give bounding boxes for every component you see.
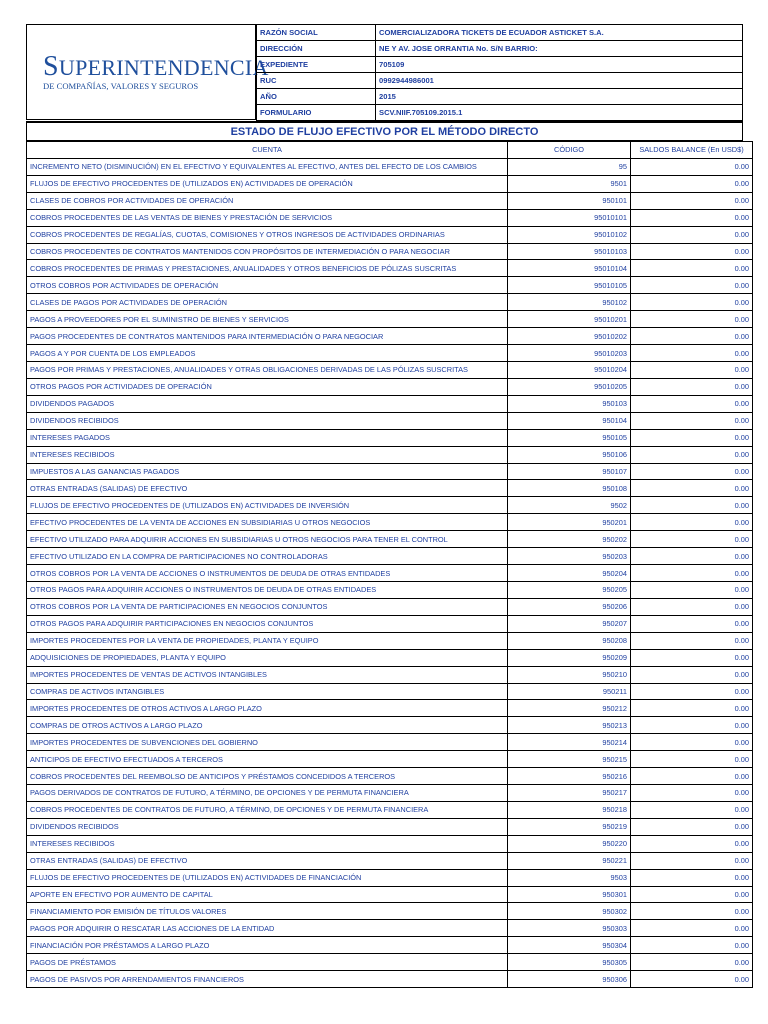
- balance-cell: 0.00: [631, 869, 753, 886]
- account-code-cell: 9501: [508, 175, 631, 192]
- account-name-cell: INTERESES RECIBIDOS: [27, 835, 508, 852]
- account-code-cell: 950214: [508, 734, 631, 751]
- account-code-cell: 95010202: [508, 328, 631, 345]
- account-code-cell: 950105: [508, 429, 631, 446]
- account-name-cell: OTROS COBROS POR LA VENTA DE ACCIONES O INSTRUMENTOS DE DEUDA DE OTRAS ENTIDADES: [27, 565, 508, 582]
- balance-cell: 0.00: [631, 395, 753, 412]
- table-row: [27, 785, 753, 802]
- balance-cell: 0.00: [631, 294, 753, 311]
- table-row: [27, 328, 753, 345]
- balance-cell: 0.00: [631, 852, 753, 869]
- info-label: EXPEDIENTE: [257, 57, 376, 73]
- account-code-cell: 950205: [508, 581, 631, 598]
- document-page: [26, 24, 749, 988]
- table-row: [27, 412, 753, 429]
- account-name-cell: CLASES DE COBROS POR ACTIVIDADES DE OPERACIÓN: [27, 192, 508, 209]
- account-code-cell: 950201: [508, 514, 631, 531]
- account-name-cell: COBROS PROCEDENTES DE PRIMAS Y PRESTACIONES, ANUALIDADES Y OTROS BENEFICIOS DE PÓLIZAS SUSCRITAS: [27, 260, 508, 277]
- info-label: FORMULARIO: [257, 105, 376, 121]
- balance-cell: 0.00: [631, 700, 753, 717]
- balance-cell: 0.00: [631, 277, 753, 294]
- balance-cell: 0.00: [631, 734, 753, 751]
- account-name-cell: CLASES DE PAGOS POR ACTIVIDADES DE OPERACIÓN: [27, 294, 508, 311]
- account-name-cell: EFECTIVO UTILIZADO EN LA COMPRA DE PARTICIPACIONES NO CONTROLADORAS: [27, 548, 508, 565]
- balance-cell: 0.00: [631, 971, 753, 988]
- account-code-cell: 950301: [508, 886, 631, 903]
- account-name-cell: FLUJOS DE EFECTIVO PROCEDENTES DE (UTILIZADOS EN) ACTIVIDADES DE FINANCIACIÓN: [27, 869, 508, 886]
- company-info-table: [256, 24, 743, 121]
- account-code-cell: 950215: [508, 751, 631, 768]
- table-row: [27, 886, 753, 903]
- balance-cell: 0.00: [631, 768, 753, 785]
- account-code-cell: 950212: [508, 700, 631, 717]
- table-row: [27, 548, 753, 565]
- account-code-cell: 95010205: [508, 378, 631, 395]
- account-name-cell: DIVIDENDOS PAGADOS: [27, 395, 508, 412]
- account-code-cell: 950304: [508, 937, 631, 954]
- account-name-cell: OTRAS ENTRADAS (SALIDAS) DE EFECTIVO: [27, 480, 508, 497]
- table-row: [27, 903, 753, 920]
- table-row: [27, 429, 753, 446]
- table-row: [27, 497, 753, 514]
- table-row: [27, 395, 753, 412]
- table-row: [27, 734, 753, 751]
- account-code-cell: 950206: [508, 598, 631, 615]
- account-name-cell: COBROS PROCEDENTES DE CONTRATOS MANTENIDOS CON PROPÓSITOS DE INTERMEDIACIÓN O PARA NEGOCIAR: [27, 243, 508, 260]
- account-name-cell: COBROS PROCEDENTES DE LAS VENTAS DE BIENES Y PRESTACIÓN DE SERVICIOS: [27, 209, 508, 226]
- balance-cell: 0.00: [631, 937, 753, 954]
- balance-cell: 0.00: [631, 175, 753, 192]
- table-row: [27, 869, 753, 886]
- account-code-cell: 950305: [508, 954, 631, 971]
- account-name-cell: COMPRAS DE OTROS ACTIVOS A LARGO PLAZO: [27, 717, 508, 734]
- info-label: AÑO: [257, 89, 376, 105]
- balance-cell: 0.00: [631, 649, 753, 666]
- account-name-cell: OTROS COBROS POR LA VENTA DE PARTICIPACIONES EN NEGOCIOS CONJUNTOS: [27, 598, 508, 615]
- balance-cell: 0.00: [631, 328, 753, 345]
- table-row: [27, 226, 753, 243]
- balance-cell: 0.00: [631, 209, 753, 226]
- table-row: [27, 158, 753, 175]
- account-code-cell: 95: [508, 158, 631, 175]
- account-name-cell: EFECTIVO UTILIZADO PARA ADQUIRIR ACCIONES EN SUBSIDIARIAS U OTROS NEGOCIOS PARA TENER EL CONTROL: [27, 531, 508, 548]
- info-label: RUC: [257, 73, 376, 89]
- balance-cell: 0.00: [631, 158, 753, 175]
- account-name-cell: FINANCIAMIENTO POR EMISIÓN DE TÍTULOS VALORES: [27, 903, 508, 920]
- balance-cell: 0.00: [631, 903, 753, 920]
- table-row: [27, 683, 753, 700]
- table-row: [27, 581, 753, 598]
- balance-cell: 0.00: [631, 429, 753, 446]
- account-code-cell: 950218: [508, 801, 631, 818]
- balance-cell: 0.00: [631, 717, 753, 734]
- info-value: NE Y AV. JOSE ORRANTIA No. S/N BARRIO:: [376, 41, 743, 57]
- account-name-cell: DIVIDENDOS RECIBIDOS: [27, 412, 508, 429]
- table-row: [27, 565, 753, 582]
- account-code-cell: 950104: [508, 412, 631, 429]
- table-row: [27, 361, 753, 378]
- account-code-cell: 950211: [508, 683, 631, 700]
- account-name-cell: COBROS PROCEDENTES DE REGALÍAS, CUOTAS, COMISIONES Y OTROS INGRESOS DE ACTIVIDADES ORDINARIAS: [27, 226, 508, 243]
- table-row: [27, 446, 753, 463]
- logo-title-initial: S: [43, 51, 59, 83]
- account-code-cell: 95010203: [508, 345, 631, 362]
- account-name-cell: IMPUESTOS A LAS GANANCIAS PAGADOS: [27, 463, 508, 480]
- account-name-cell: APORTE EN EFECTIVO POR AUMENTO DE CAPITAL: [27, 886, 508, 903]
- balance-cell: 0.00: [631, 683, 753, 700]
- info-row: [257, 57, 743, 73]
- table-header-row: [27, 142, 753, 159]
- logo-title: [43, 53, 269, 81]
- account-code-cell: 950221: [508, 852, 631, 869]
- account-code-cell: 950208: [508, 632, 631, 649]
- balance-cell: 0.00: [631, 192, 753, 209]
- account-code-cell: 950101: [508, 192, 631, 209]
- account-name-cell: OTROS COBROS POR ACTIVIDADES DE OPERACIÓN: [27, 277, 508, 294]
- account-name-cell: PAGOS DE PRÉSTAMOS: [27, 954, 508, 971]
- account-code-cell: 950302: [508, 903, 631, 920]
- account-name-cell: INCREMENTO NETO (DISMINUCIÓN) EN EL EFECTIVO Y EQUIVALENTES AL EFECTIVO, ANTES DEL EFECTO DE LOS CAMBIOS: [27, 158, 508, 175]
- table-row: [27, 920, 753, 937]
- table-row: [27, 954, 753, 971]
- table-row: [27, 260, 753, 277]
- info-value: SCV.NIIF.705109.2015.1: [376, 105, 743, 121]
- balance-cell: 0.00: [631, 920, 753, 937]
- table-row: [27, 209, 753, 226]
- balance-cell: 0.00: [631, 615, 753, 632]
- column-header-codigo: CÓDIGO: [508, 142, 631, 159]
- balance-cell: 0.00: [631, 581, 753, 598]
- balance-cell: 0.00: [631, 446, 753, 463]
- table-row: [27, 378, 753, 395]
- account-name-cell: OTROS PAGOS PARA ADQUIRIR PARTICIPACIONES EN NEGOCIOS CONJUNTOS: [27, 615, 508, 632]
- table-row: [27, 531, 753, 548]
- account-code-cell: 95010102: [508, 226, 631, 243]
- account-name-cell: FLUJOS DE EFECTIVO PROCEDENTES DE (UTILIZADOS EN) ACTIVIDADES DE INVERSIÓN: [27, 497, 508, 514]
- table-row: [27, 345, 753, 362]
- account-name-cell: OTROS PAGOS POR ACTIVIDADES DE OPERACIÓN: [27, 378, 508, 395]
- account-code-cell: 950102: [508, 294, 631, 311]
- account-name-cell: EFECTIVO PROCEDENTES DE LA VENTA DE ACCIONES EN SUBSIDIARIAS U OTROS NEGOCIOS: [27, 514, 508, 531]
- account-name-cell: PAGOS A PROVEEDORES POR EL SUMINISTRO DE BIENES Y SERVICIOS: [27, 311, 508, 328]
- account-name-cell: IMPORTES PROCEDENTES DE SUBVENCIONES DEL GOBIERNO: [27, 734, 508, 751]
- column-header-cuenta: CUENTA: [27, 142, 508, 159]
- account-code-cell: 950209: [508, 649, 631, 666]
- account-code-cell: 950210: [508, 666, 631, 683]
- balance-cell: 0.00: [631, 345, 753, 362]
- account-name-cell: PAGOS PROCEDENTES DE CONTRATOS MANTENIDOS PARA INTERMEDIACIÓN O PARA NEGOCIAR: [27, 328, 508, 345]
- account-code-cell: 950106: [508, 446, 631, 463]
- balance-cell: 0.00: [631, 480, 753, 497]
- table-row: [27, 277, 753, 294]
- table-row: [27, 818, 753, 835]
- table-row: [27, 615, 753, 632]
- info-value: COMERCIALIZADORA TICKETS DE ECUADOR ASTICKET S.A.: [376, 25, 743, 41]
- account-name-cell: COBROS PROCEDENTES DEL REEMBOLSO DE ANTICIPOS Y PRÉSTAMOS CONCEDIDOS A TERCEROS: [27, 768, 508, 785]
- account-code-cell: 950204: [508, 565, 631, 582]
- balance-cell: 0.00: [631, 565, 753, 582]
- balance-cell: 0.00: [631, 311, 753, 328]
- account-name-cell: INTERESES RECIBIDOS: [27, 446, 508, 463]
- cash-flow-table: [26, 141, 753, 988]
- info-row: [257, 73, 743, 89]
- balance-cell: 0.00: [631, 243, 753, 260]
- account-name-cell: COBROS PROCEDENTES DE CONTRATOS DE FUTURO, A TÉRMINO, DE OPCIONES Y DE PERMUTA FINANCIERA: [27, 801, 508, 818]
- table-row: [27, 192, 753, 209]
- table-row: [27, 311, 753, 328]
- table-row: [27, 480, 753, 497]
- account-code-cell: 950306: [508, 971, 631, 988]
- table-row: [27, 243, 753, 260]
- table-row: [27, 632, 753, 649]
- table-row: [27, 175, 753, 192]
- info-label: DIRECCIÓN: [257, 41, 376, 57]
- info-row: [257, 41, 743, 57]
- account-code-cell: 95010105: [508, 277, 631, 294]
- balance-cell: 0.00: [631, 801, 753, 818]
- logo-text: [43, 53, 269, 91]
- account-name-cell: IMPORTES PROCEDENTES POR LA VENTA DE PROPIEDADES, PLANTA Y EQUIPO: [27, 632, 508, 649]
- balance-cell: 0.00: [631, 632, 753, 649]
- table-row: [27, 598, 753, 615]
- account-code-cell: 950108: [508, 480, 631, 497]
- account-code-cell: 950303: [508, 920, 631, 937]
- balance-cell: 0.00: [631, 260, 753, 277]
- account-name-cell: DIVIDENDOS RECIBIDOS: [27, 818, 508, 835]
- account-code-cell: 9502: [508, 497, 631, 514]
- account-name-cell: COMPRAS DE ACTIVOS INTANGIBLES: [27, 683, 508, 700]
- table-row: [27, 666, 753, 683]
- account-code-cell: 9503: [508, 869, 631, 886]
- logo-title-rest: UPERINTENDENCIA: [58, 55, 269, 81]
- account-code-cell: 950220: [508, 835, 631, 852]
- account-code-cell: 950219: [508, 818, 631, 835]
- account-name-cell: IMPORTES PROCEDENTES DE VENTAS DE ACTIVOS INTANGIBLES: [27, 666, 508, 683]
- account-name-cell: PAGOS POR PRIMAS Y PRESTACIONES, ANUALIDADES Y OTRAS OBLIGACIONES DERIVADAS DE LAS PÓLIZAS SUSCRITAS: [27, 361, 508, 378]
- info-label: RAZÓN SOCIAL: [257, 25, 376, 41]
- table-row: [27, 971, 753, 988]
- balance-cell: 0.00: [631, 463, 753, 480]
- balance-cell: 0.00: [631, 514, 753, 531]
- account-name-cell: PAGOS POR ADQUIRIR O RESCATAR LAS ACCIONES DE LA ENTIDAD: [27, 920, 508, 937]
- account-name-cell: PAGOS DERIVADOS DE CONTRATOS DE FUTURO, A TÉRMINO, DE OPCIONES Y DE PERMUTA FINANCIERA: [27, 785, 508, 802]
- info-value: 705109: [376, 57, 743, 73]
- table-row: [27, 649, 753, 666]
- balance-cell: 0.00: [631, 835, 753, 852]
- balance-cell: 0.00: [631, 818, 753, 835]
- balance-cell: 0.00: [631, 954, 753, 971]
- account-name-cell: FLUJOS DE EFECTIVO PROCEDENTES DE (UTILIZADOS EN) ACTIVIDADES DE OPERACIÓN: [27, 175, 508, 192]
- account-name-cell: IMPORTES PROCEDENTES DE OTROS ACTIVOS A LARGO PLAZO: [27, 700, 508, 717]
- table-row: [27, 852, 753, 869]
- balance-cell: 0.00: [631, 531, 753, 548]
- account-code-cell: 950107: [508, 463, 631, 480]
- balance-cell: 0.00: [631, 412, 753, 429]
- balance-cell: 0.00: [631, 548, 753, 565]
- account-code-cell: 950203: [508, 548, 631, 565]
- balance-cell: 0.00: [631, 886, 753, 903]
- balance-cell: 0.00: [631, 497, 753, 514]
- account-code-cell: 95010204: [508, 361, 631, 378]
- account-name-cell: ANTICIPOS DE EFECTIVO EFECTUADOS A TERCEROS: [27, 751, 508, 768]
- account-code-cell: 95010104: [508, 260, 631, 277]
- account-name-cell: ADQUISICIONES DE PROPIEDADES, PLANTA Y EQUIPO: [27, 649, 508, 666]
- account-code-cell: 950213: [508, 717, 631, 734]
- balance-cell: 0.00: [631, 226, 753, 243]
- balance-cell: 0.00: [631, 666, 753, 683]
- table-row: [27, 768, 753, 785]
- info-row: [257, 25, 743, 41]
- account-name-cell: PAGOS DE PASIVOS POR ARRENDAMIENTOS FINANCIEROS: [27, 971, 508, 988]
- account-code-cell: 950216: [508, 768, 631, 785]
- account-code-cell: 950207: [508, 615, 631, 632]
- table-row: [27, 937, 753, 954]
- table-row: [27, 294, 753, 311]
- account-code-cell: 95010201: [508, 311, 631, 328]
- account-code-cell: 95010103: [508, 243, 631, 260]
- account-code-cell: 950217: [508, 785, 631, 802]
- balance-cell: 0.00: [631, 751, 753, 768]
- logo-subtitle: DE COMPAÑÍAS, VALORES Y SEGUROS: [43, 81, 199, 92]
- balance-cell: 0.00: [631, 598, 753, 615]
- document-header: [26, 24, 743, 120]
- table-row: [27, 751, 753, 768]
- balance-cell: 0.00: [631, 361, 753, 378]
- account-name-cell: OTRAS ENTRADAS (SALIDAS) DE EFECTIVO: [27, 852, 508, 869]
- info-row: [257, 89, 743, 105]
- account-code-cell: 950103: [508, 395, 631, 412]
- table-row: [27, 835, 753, 852]
- info-value: 2015: [376, 89, 743, 105]
- table-row: [27, 463, 753, 480]
- column-header-saldos: SALDOS BALANCE (En USD$): [631, 142, 753, 159]
- table-row: [27, 801, 753, 818]
- account-code-cell: 950202: [508, 531, 631, 548]
- balance-cell: 0.00: [631, 785, 753, 802]
- account-name-cell: FINANCIACIÓN POR PRÉSTAMOS A LARGO PLAZO: [27, 937, 508, 954]
- info-row: [257, 105, 743, 121]
- account-code-cell: 95010101: [508, 209, 631, 226]
- account-name-cell: INTERESES PAGADOS: [27, 429, 508, 446]
- table-row: [27, 717, 753, 734]
- balance-cell: 0.00: [631, 378, 753, 395]
- table-row: [27, 514, 753, 531]
- account-name-cell: OTROS PAGOS PARA ADQUIRIR ACCIONES O INSTRUMENTOS DE DEUDA DE OTRAS ENTIDADES: [27, 581, 508, 598]
- info-value: 0992944986001: [376, 73, 743, 89]
- account-name-cell: PAGOS A Y POR CUENTA DE LOS EMPLEADOS: [27, 345, 508, 362]
- table-row: [27, 700, 753, 717]
- document-title: ESTADO DE FLUJO EFECTIVO POR EL MÉTODO DIRECTO: [26, 121, 743, 141]
